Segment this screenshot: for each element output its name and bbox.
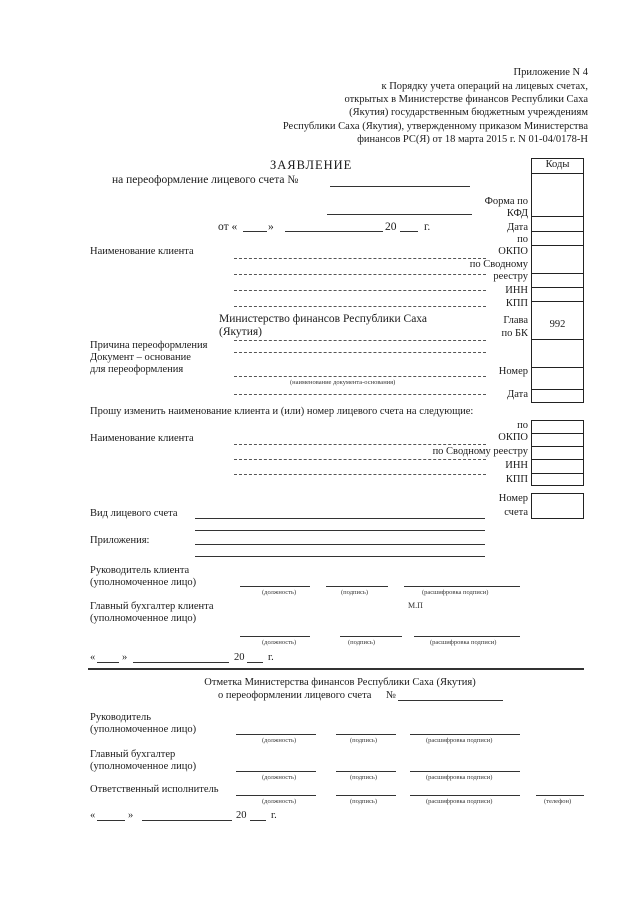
s2-nomer-label: Номер [498, 493, 528, 504]
mark-head-caption-decode: (расшифровка подписи) [426, 737, 493, 744]
code-label-reestr: реестру [493, 271, 528, 282]
s2-client-line-1[interactable] [234, 444, 486, 445]
document-label-2: для переоформления [90, 364, 184, 375]
reason-line[interactable] [234, 352, 486, 353]
form-subtitle: на переоформление лицевого счета № [112, 174, 299, 186]
mark-title-no: № [386, 690, 397, 701]
mark-executor-phone-line[interactable] [536, 795, 584, 796]
accountant-caption-decode: (расшифровка подписи) [430, 639, 497, 646]
mark-executor-position-line[interactable] [236, 795, 316, 796]
s2-svod-label: по Сводному реестру [432, 446, 528, 457]
mark-executor-decode-line[interactable] [410, 795, 520, 796]
code-label-glava: Глава [503, 315, 528, 326]
mark-year-suffix: г. [271, 810, 277, 821]
date-close: » [268, 221, 274, 233]
mark-account-line[interactable] [398, 700, 503, 701]
code-label-kpp: КПП [505, 298, 528, 309]
request-text: Прошу изменить наименование клиента и (или) номер лицевого счета на следующие: [90, 406, 474, 417]
mark-head-decode-line[interactable] [410, 734, 520, 735]
code-label-okpo: ОКПО [498, 246, 528, 257]
appendix-line-5: Республики Саха (Якутия), утвержденному приказом Министерства [282, 121, 588, 132]
appendix-line-3: открытых в Министерстве финансов Республики Саха [344, 94, 588, 105]
head-caption-signature: (подпись) [341, 589, 368, 596]
client-value-line-1: Министерство финансов Республики Саха [219, 313, 427, 325]
appendix-line-6: финансов РС(Я) от 18 марта 2015 г. N 01-04/0178-Н [357, 134, 588, 145]
accountant-decode-line[interactable] [414, 636, 520, 637]
mark-head-signature-line[interactable] [336, 734, 396, 735]
client-value-line-2: (Якутия) [219, 326, 262, 338]
head-caption-decode: (расшифровка подписи) [422, 589, 489, 596]
month-line[interactable] [285, 231, 383, 232]
mark-accountant-caption-signature: (подпись) [350, 774, 377, 781]
head-decode-line[interactable] [404, 586, 520, 587]
attachments-line-2[interactable] [195, 556, 485, 557]
mark-executor-signature-line[interactable] [336, 795, 396, 796]
head-label-1: Руководитель клиента [90, 565, 190, 576]
mark-day-line[interactable] [97, 820, 125, 821]
mark-head-caption-signature: (подпись) [350, 737, 377, 744]
sign-year-line[interactable] [247, 662, 263, 663]
s2-scheta-label: счета [504, 507, 528, 518]
mark-accountant-label-2: (уполномоченное лицо) [90, 761, 197, 772]
appendix-line-4: (Якутия) государственным бюджетным учреждениям [349, 107, 588, 118]
appendix-line-2: к Порядку учета операций на лицевых счетах, [381, 81, 588, 92]
code-label-inn: ИНН [505, 285, 528, 296]
code-label-date: Дата [507, 222, 528, 233]
accountant-label-2: (уполномоченное лицо) [90, 613, 197, 624]
attachments-label: Приложения: [90, 535, 150, 546]
mark-head-label-1: Руководитель [90, 712, 151, 723]
form-title: ЗАЯВЛЕНИЕ [270, 158, 353, 172]
accountant-signature-line[interactable] [340, 636, 402, 637]
sign-date-close: » [122, 652, 128, 663]
client-line-2[interactable] [234, 274, 486, 275]
mark-executor-caption-phone: (телефон) [544, 798, 572, 805]
mark-accountant-caption-decode: (расшифровка подписи) [426, 774, 493, 781]
mark-head-label-2: (уполномоченное лицо) [90, 724, 197, 735]
mark-title-2: о переоформлении лицевого счета [218, 690, 372, 701]
s2-okpo-label: ОКПО [498, 432, 528, 443]
reason-label: Причина переоформления [90, 340, 208, 351]
title-underline [327, 214, 472, 215]
mark-month-line[interactable] [142, 820, 232, 821]
code-label-nomer: Номер [498, 366, 528, 377]
mark-title-1: Отметка Министерства финансов Республики Саха (Якутия) [204, 677, 476, 688]
code-label-po: по [517, 234, 528, 245]
document-label-1: Документ – основание [90, 352, 191, 363]
head-position-line[interactable] [240, 586, 310, 587]
s2-kpp-label: КПП [505, 474, 528, 485]
mark-accountant-position-line[interactable] [236, 771, 316, 772]
mark-executor-caption-decode: (расшифровка подписи) [426, 798, 493, 805]
codes-header: Коды [545, 159, 570, 170]
account-type-label: Вид лицевого счета [90, 508, 178, 519]
codes-table-2 [531, 420, 584, 486]
section-separator [88, 668, 584, 670]
mark-accountant-signature-line[interactable] [336, 771, 396, 772]
mark-accountant-label-1: Главный бухгалтер [90, 749, 176, 760]
client-line-4[interactable] [234, 306, 486, 307]
mark-year-prefix: 20 [236, 810, 247, 821]
head-signature-line[interactable] [326, 586, 388, 587]
accountant-label-1: Главный бухгалтер клиента [90, 601, 214, 612]
code-label-date-2: Дата [507, 389, 528, 400]
head-caption-position: (должность) [262, 589, 297, 596]
mark-executor-caption-position: (должность) [262, 798, 297, 805]
code-label-svod: по Сводному [469, 259, 528, 270]
attachments-line-1[interactable] [195, 544, 485, 545]
code-label-bk: по БК [501, 328, 528, 339]
mark-year-line[interactable] [250, 820, 266, 821]
code-label-kfd: КФД [506, 208, 528, 219]
sign-date-open: « [90, 652, 96, 663]
account-number-box[interactable] [531, 493, 584, 519]
codes-table [531, 158, 584, 403]
mark-executor-caption-signature: (подпись) [350, 798, 377, 805]
glava-value: 992 [549, 319, 566, 330]
document-line-2[interactable] [234, 394, 486, 395]
mark-executor-label: Ответственный исполнитель [90, 784, 219, 795]
s2-client-line-2[interactable] [234, 459, 486, 460]
account-type-line-2[interactable] [195, 530, 485, 531]
client-label: Наименование клиента [90, 246, 194, 257]
mark-head-caption-position: (должность) [262, 737, 297, 744]
accountant-caption-signature: (подпись) [348, 639, 375, 646]
year-suffix: г. [424, 221, 431, 233]
mark-date-open: « [90, 810, 96, 821]
client-line-1[interactable] [234, 258, 486, 259]
sign-year-suffix: г. [268, 652, 274, 663]
account-type-line[interactable] [195, 518, 485, 519]
s2-client-label: Наименование клиента [90, 433, 194, 444]
year-line[interactable] [400, 231, 418, 232]
s2-inn-label: ИНН [505, 460, 528, 471]
sign-year-prefix: 20 [234, 652, 245, 663]
mark-accountant-caption-position: (должность) [262, 774, 297, 781]
document-caption: (наименование документа-основания) [290, 379, 396, 386]
head-label-2: (уполномоченное лицо) [90, 577, 197, 588]
document-line[interactable] [234, 376, 486, 377]
sign-month-line[interactable] [133, 662, 229, 663]
s2-client-line-3[interactable] [234, 474, 486, 475]
code-label-forma: Форма по [484, 196, 528, 207]
mark-accountant-decode-line[interactable] [410, 771, 520, 772]
accountant-caption-position: (должность) [262, 639, 297, 646]
appendix-number: Приложение N 4 [513, 67, 588, 78]
account-number-line[interactable] [330, 186, 470, 187]
mark-date-close: » [128, 810, 134, 821]
accountant-position-line[interactable] [240, 636, 310, 637]
mark-head-position-line[interactable] [236, 734, 316, 735]
s2-po-label: по [517, 420, 528, 431]
stamp-mark: М.П [408, 601, 423, 610]
year-prefix: 20 [385, 221, 397, 233]
client-line-3[interactable] [234, 290, 486, 291]
client-line-5 [234, 340, 486, 341]
date-open: от « [218, 221, 238, 233]
sign-day-line[interactable] [97, 662, 119, 663]
day-line[interactable] [243, 231, 267, 232]
